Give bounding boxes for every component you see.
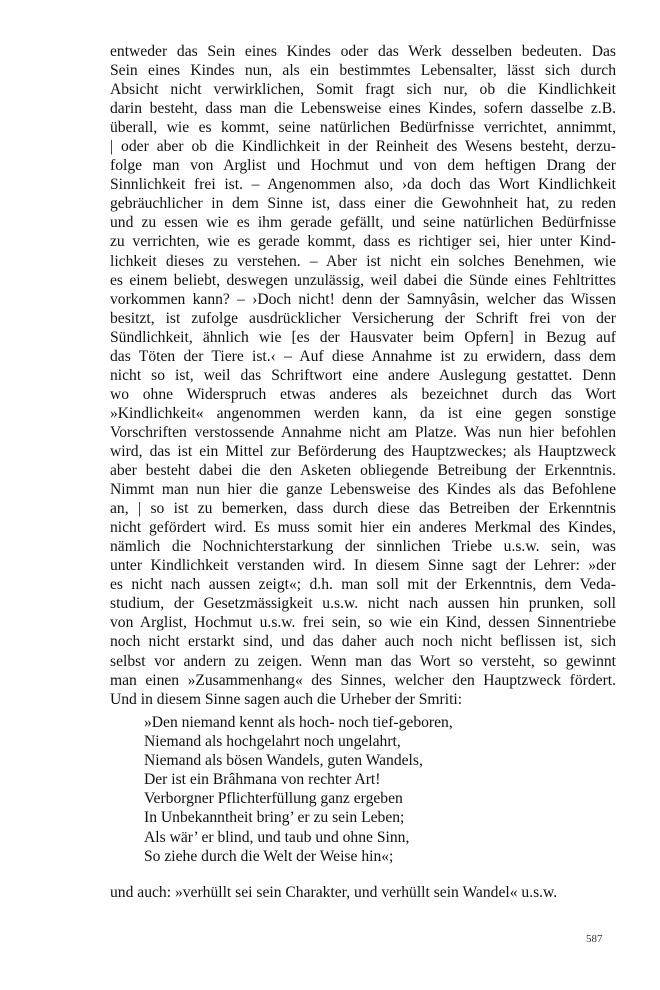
- page-number: 587: [586, 933, 603, 945]
- text-line: es einem beliebt, deswegen unzulässig, weil dabei die Sünde eines Fehltrittes: [110, 271, 616, 289]
- closing-line: und auch: »verhüllt sei sein Charakter, und verhüllt sein Wandel« u.s.w.: [110, 884, 558, 901]
- text-line: von Arglist, Hochmut u.s.w. frei sein, so wie ein Kind, dessen Sinnentriebe: [110, 614, 616, 632]
- text-line: und zu essen wie es ihm gerade gefällt, und seine natürlichen Bedürfnisse: [110, 214, 616, 232]
- text-line: aber besteht dabei die den Asketen obliegende Betreibung der Erkenntnis.: [110, 462, 616, 480]
- verse-line: Als wär’ er blind, und taub und ohne Sinn,: [144, 828, 410, 846]
- text-line: Nimmt man nun hier die ganze Lebensweise des Kindes als das Befohlene: [110, 481, 616, 499]
- text-line: noch nicht erstarkt sind, und das daher auch noch nicht beflissen ist, sich: [110, 633, 616, 651]
- verse-line: In Unbekanntheit bring’ er zu sein Leben;: [144, 809, 405, 827]
- verse-line: Verborgner Pflichterfüllung ganz ergeben: [144, 790, 403, 808]
- verse-line: »Den niemand kennt als hoch- noch tief-geboren,: [144, 714, 453, 731]
- verse-line: Der ist ein Brâhmana von rechter Art!: [144, 771, 381, 789]
- text-line: das Töten der Tiere ist.‹ – Auf diese Annahme ist zu erwidern, dass dem: [110, 347, 616, 365]
- text-line: Und in diesem Sinne sagen auch die Urheber der Smriti:: [110, 690, 463, 708]
- text-line: | oder aber ob die Kindlichkeit in der Reinheit des Wesens besteht, derzu-: [110, 138, 616, 156]
- text-line: wird, das ist ein Mittel zur Beförderung des Hauptzweckes; als Hauptzweck: [110, 442, 616, 460]
- main-paragraph: [110, 42, 616, 709]
- text-line: entweder das Sein eines Kindes oder das Werk desselben bedeuten. Das: [110, 43, 616, 60]
- text-line: man einen »Zusammenhang« des Sinnes, welcher den Hauptzweck fördert.: [110, 671, 616, 689]
- text-line: studium, der Gesetzmässigkeit u.s.w. nicht nach aussen hin prunken, soll: [110, 595, 616, 613]
- text-line: Vorschriften verstossende Annahme nicht am Platze. Was nun hier befohlen: [110, 423, 616, 441]
- text-line: nämlich die Nochnichterstarkung der sinnlichen Triebe u.s.w. sein, was: [110, 538, 616, 556]
- text-line: »Kindlichkeit« angenommen werden kann, da ist eine gegen sonstige: [110, 404, 616, 422]
- verse-line: Niemand als hochgelahrt noch ungelahrt,: [144, 733, 401, 751]
- verse-line: Niemand als bösen Wandels, guten Wandels,: [144, 752, 423, 770]
- text-line: nicht so ist, weil das Schriftwort eine andere Auslegung gestattet. Denn: [110, 366, 616, 384]
- text-line: besitzt, ist zufolge ausdrücklicher Versicherung der Schrift frei von der: [110, 309, 616, 327]
- text-line: unter Kindlichkeit verstanden wird. In diesem Sinne sagt der Lehrer: »der: [110, 557, 616, 575]
- text-line: überall, wie es kommt, seine natürlichen Bedürfnisse verrichtet, annimmt,: [110, 119, 616, 137]
- text-line: Sein eines Kindes nun, als ein bestimmtes Lebensalter, lässt sich durch: [110, 62, 616, 80]
- text-line: folge man von Arglist und Hochmut und von dem heftigen Drang der: [110, 157, 616, 175]
- text-line: gebräuchlicher in dem Sinne ist, dass einer die Gewohnheit hat, zu reden: [110, 195, 616, 213]
- text-line: zu verrichten, wie es gerade kommt, dass es richtiger sei, hier unter Kind-: [110, 233, 616, 251]
- text-line: lichkeit dieses zu verstehen. – Aber ist nicht ein solches Benehmen, wie: [110, 252, 616, 270]
- verse-quote: [144, 713, 614, 866]
- text-line: wo ohne Widerspruch etwas anderes als bezeichnet durch das Wort: [110, 385, 616, 403]
- verse-line: So ziehe durch die Welt der Weise hin«;: [144, 847, 394, 865]
- text-line: es nicht nach aussen zeigt«; d.h. man soll mit der Erkenntnis, dem Veda-: [110, 576, 616, 594]
- text-line: vorkommen kann? – ›Doch nicht! denn der Samnyâsin, welcher das Wissen: [110, 290, 616, 308]
- text-line: darin besteht, dass man die Lebensweise eines Kindes, sofern dasselbe z.B.: [110, 100, 616, 118]
- text-line: Absicht nicht verwirklichen, Somit fragt sich nur, ob die Kindlichkeit: [110, 81, 616, 99]
- text-line: selbst vor andern zu zeigen. Wenn man das Wort so versteht, so gewinnt: [110, 652, 616, 670]
- text-line: nicht gefördert wird. Es muss somit hier ein anderes Merkmal des Kindes,: [110, 519, 616, 537]
- text-line: an, | so ist zu bemerken, dass durch diese das Betreiben der Erkenntnis: [110, 500, 616, 518]
- text-line: Sündlichkeit, ähnlich wie [es der Hausvater beim Opfern] in Bezug auf: [110, 328, 616, 346]
- text-line: Sinnlichkeit frei ist. – Angenommen also, ›da doch das Wort Kindlichkeit: [110, 176, 616, 194]
